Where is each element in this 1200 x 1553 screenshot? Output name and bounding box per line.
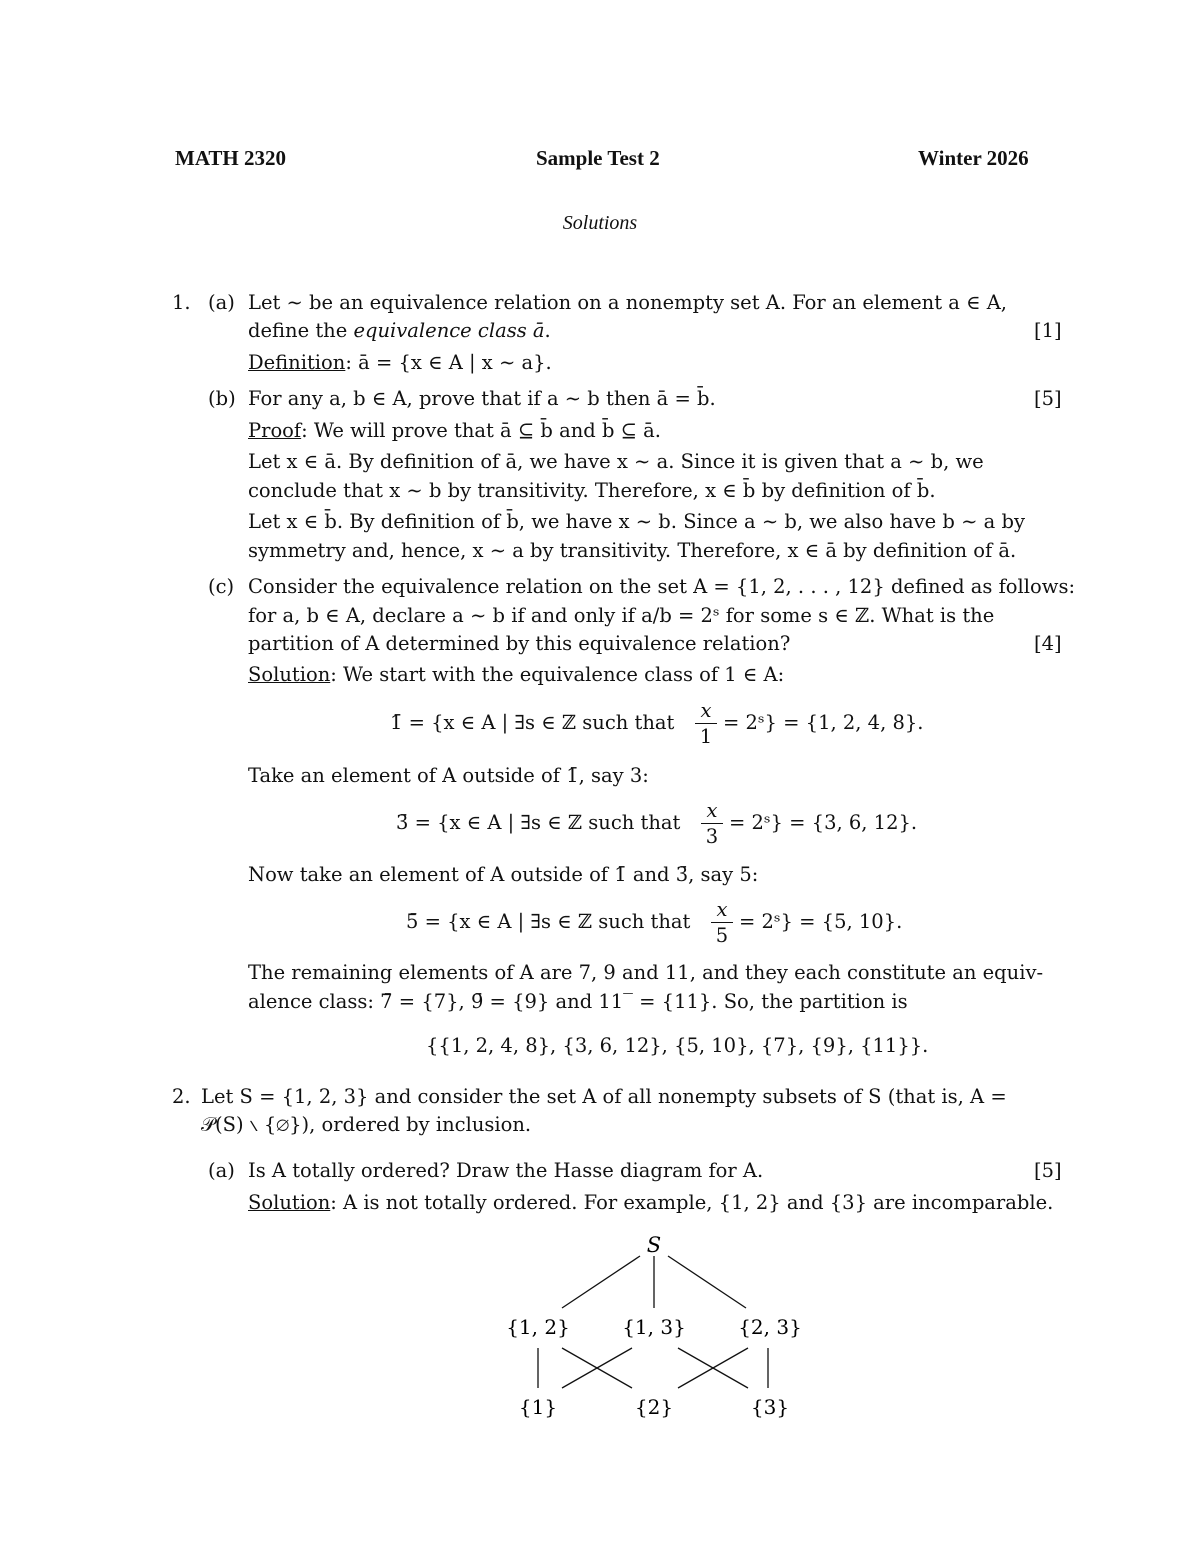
q1c-text-1: Take an element of A outside of 1̄, say 3: bbox=[248, 764, 649, 787]
term: Winter 2026 bbox=[918, 146, 1029, 170]
q1b-proof-p3: Let x ∈ b̄. By definition of b̄, we have x ∼ b. Since a ∼ b, we also have b ∼ a by bbox=[248, 510, 1025, 533]
q1c-text-2: Now take an element of A outside of 1̄ and 3̄, say 5: bbox=[248, 863, 759, 886]
q1a-tag: (a) bbox=[208, 291, 235, 314]
q2-line1: Let S = {1, 2, 3} and consider the set A of all nonempty subsets of S (that is, A = bbox=[201, 1085, 1007, 1108]
q1c-line3: partition of A determined by this equivalence relation? bbox=[248, 632, 791, 655]
q1b-proof-intro: Proof: We will prove that ā ⊆ b̄ and b̄ ⊆ ā. bbox=[248, 419, 662, 442]
edge-s-23 bbox=[668, 1256, 746, 1308]
q1c-line2: for a, b ∈ A, declare a ∼ b if and only if a/b = 2ˢ for some s ∈ ℤ. What is the bbox=[248, 604, 995, 627]
q2-line2: 𝒫(S) ∖ {∅}), ordered by inclusion. bbox=[201, 1113, 532, 1136]
q1c-tag: (c) bbox=[208, 575, 235, 598]
hasse-node-23: {2, 3} bbox=[738, 1315, 802, 1339]
hasse-diagram bbox=[480, 1228, 820, 1428]
hasse-node-2: {2} bbox=[634, 1395, 674, 1419]
course-code: MATH 2320 bbox=[175, 146, 287, 170]
q2-number: 2. bbox=[172, 1085, 191, 1108]
q2a-solution: Solution: A is not totally ordered. For example, {1, 2} and {3} are incomparable. bbox=[248, 1191, 1054, 1214]
q1c-text-3: The remaining elements of A are 7, 9 and 11, and they each constitute an equiv- bbox=[248, 961, 1044, 984]
hasse-node-top: S bbox=[646, 1233, 662, 1257]
solutions-subtitle: Solutions bbox=[562, 212, 638, 234]
test-title: Sample Test 2 bbox=[536, 146, 660, 170]
q2a-marks: [5] bbox=[1034, 1159, 1062, 1182]
q1a-marks: [1] bbox=[1034, 319, 1062, 342]
partition-result: {{1, 2, 4, 8}, {3, 6, 12}, {5, 10}, {7}, {9}, {11}}. bbox=[426, 1034, 929, 1057]
edge-s-12 bbox=[562, 1256, 640, 1308]
q1a-line1: Let ∼ be an equivalence relation on a nonempty set A. For an element a ∈ A, bbox=[248, 291, 1008, 314]
q1b-marks: [5] bbox=[1034, 387, 1062, 410]
hasse-node-13: {1, 3} bbox=[622, 1315, 686, 1339]
q1c-marks: [4] bbox=[1034, 632, 1062, 655]
hasse-node-12: {1, 2} bbox=[506, 1315, 570, 1339]
q1b-line1: For any a, b ∈ A, prove that if a ∼ b then ā = b̄. bbox=[248, 387, 716, 410]
q1b-tag: (b) bbox=[208, 387, 236, 410]
q1a-definition: Definition: ā = {x ∈ A | x ∼ a}. bbox=[248, 351, 552, 374]
q2a-tag: (a) bbox=[208, 1159, 235, 1182]
q1b-proof-p2: conclude that x ∼ b by transitivity. Therefore, x ∈ b̄ by definition of b̄. bbox=[248, 479, 936, 502]
q1a-line2: define the equivalence class ā. bbox=[248, 319, 551, 342]
q1c-line1: Consider the equivalence relation on the set A = {1, 2, . . . , 12} defined as follows: bbox=[248, 575, 1076, 598]
hasse-node-3: {3} bbox=[750, 1395, 790, 1419]
q1c-solution-intro: Solution: We start with the equivalence class of 1 ∈ A: bbox=[248, 663, 785, 686]
q1-number: 1. bbox=[172, 291, 191, 314]
q2a-line1: Is A totally ordered? Draw the Hasse diagram for A. bbox=[248, 1159, 764, 1182]
q1c-text-4: alence class: 7̄ = {7}, 9̄ = {9} and 11‾ = {11}. So, the partition is bbox=[248, 990, 908, 1013]
q1b-proof-p4: symmetry and, hence, x ∼ a by transitivity. Therefore, x ∈ ā by definition of ā. bbox=[248, 539, 1017, 562]
q1b-proof-p1: Let x ∈ ā. By definition of ā, we have x ∼ a. Since it is given that a ∼ b, we bbox=[248, 450, 984, 473]
hasse-node-1: {1} bbox=[518, 1395, 558, 1419]
